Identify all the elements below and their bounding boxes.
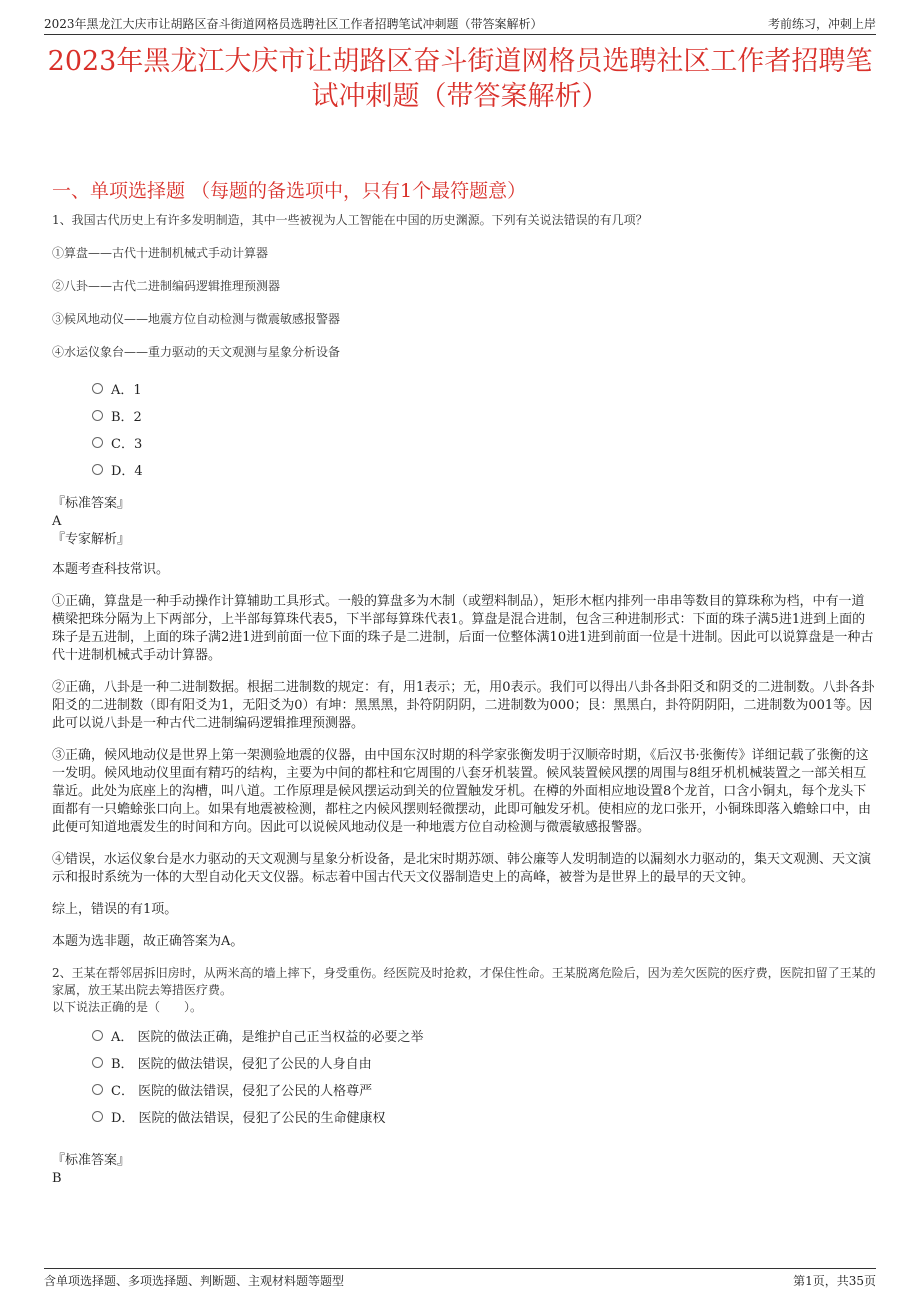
option-label: C． 医院的做法错误，侵犯了公民的人格尊严 (111, 1084, 373, 1099)
radio-icon[interactable] (92, 383, 103, 394)
analysis-paragraph: ①正确，算盘是一种手动操作计算辅助工具形式。一般的算盘多为木制（或塑料制品），矩形木框内排列一串串等数目的算珠称为档，中有一道横梁把珠分隔为上下两部分，上半部每算珠代表5，下半部每算珠代表1。算盘是混合进制，包含三种进制形式：下面的珠子满5进1进到上面的珠子是五进制，上面的珠子满2进1进到前面一位下面的珠子是二进制，后面一位整体满10进1进到前面一位是十进制。因此可以说算盘是一种古代十进制机械式手动计算器。 (52, 594, 874, 663)
question-1-options (92, 375, 876, 483)
question-1-item: ④水运仪象台——重力驱动的天文观测与星象分析设备 (52, 345, 341, 359)
analysis-paragraph: ④错误，水运仪象台是水力驱动的天文观测与星象分析设备，是北宋时期苏颂、韩公廉等人发明制造的以漏刻水力驱动的，集天文观测、天文演示和报时系统为一体的大型自动化天文仪器。标志着中国古代天文仪器制造史上的高峰，被誉为是世界上的最早的天文钟。 (52, 852, 872, 885)
option-c[interactable] (92, 1076, 876, 1103)
analysis-label: 『专家解析』 (52, 532, 131, 547)
radio-icon[interactable] (92, 410, 103, 421)
radio-icon[interactable] (92, 1084, 103, 1095)
option-label: A． 医院的做法正确，是维护自己正当权益的必要之举 (111, 1030, 424, 1045)
page-footer (44, 1268, 876, 1289)
option-a[interactable] (92, 375, 876, 402)
option-d[interactable] (92, 456, 876, 483)
page-number: 第1页，共35页 (793, 1274, 876, 1288)
radio-icon[interactable] (92, 1030, 103, 1041)
header-doc-title: 2023年黑龙江大庆市让胡路区奋斗街道网格员选聘社区工作者招聘笔试冲刺题（带答案解析） (44, 17, 543, 31)
header-slogan: 考前练习，冲刺上岸 (767, 17, 876, 31)
option-c[interactable] (92, 429, 876, 456)
option-b[interactable] (92, 1049, 876, 1076)
radio-icon[interactable] (92, 1057, 103, 1068)
question-2-stem: 2、王某在帮邻居拆旧房时，从两米高的墙上摔下，身受重伤。经医院及时抢救，才保住性命。王某脱离危险后，因为差欠医院的医疗费，医院扣留了王某的家属，放王某出院去筹措医疗费。 (52, 966, 876, 997)
answer-value: B (52, 1171, 62, 1186)
question-1-stem: 1、我国古代历史上有许多发明制造，其中一些被视为人工智能在中国的历史渊源。下列有关说法错误的有几项？ (52, 213, 648, 227)
page-header (44, 10, 876, 35)
answer-value: A (52, 514, 62, 529)
option-b[interactable] (92, 402, 876, 429)
analysis-paragraph: 本题为选非题，故正确答案为A。 (52, 934, 244, 949)
option-d[interactable] (92, 1103, 876, 1130)
option-label: D． 医院的做法错误，侵犯了公民的生命健康权 (111, 1111, 386, 1126)
option-label: B．2 (111, 410, 142, 425)
radio-icon[interactable] (92, 437, 103, 448)
option-a[interactable] (92, 1022, 876, 1049)
answer-label: 『标准答案』 (52, 1153, 131, 1168)
analysis-paragraph: 本题考查科技常识。 (52, 562, 170, 577)
question-2-options (92, 1022, 876, 1130)
document-title: 2023年黑龙江大庆市让胡路区奋斗街道网格员选聘社区工作者招聘笔试冲刺题（带答案解析） (47, 46, 873, 112)
question-1-item: ①算盘——古代十进制机械式手动计算器 (52, 246, 269, 260)
radio-icon[interactable] (92, 1111, 103, 1122)
content-area (52, 212, 876, 1188)
section-heading: 一、单项选择题 （每题的备选项中，只有1个最符题意） (52, 180, 527, 202)
question-1-item: ②八卦——古代二进制编码逻辑推理预测器 (52, 279, 281, 293)
option-label: D．4 (111, 464, 143, 479)
analysis-paragraph: ③正确，候风地动仪是世界上第一架测验地震的仪器，由中国东汉时期的科学家张衡发明于汉顺帝时期，《后汉书·张衡传》详细记载了张衡的这一发明。候风地动仪里面有精巧的结构，主要为中间的都柱和它周围的八套牙机装置。候风装置候风摆的周围与8组牙机机械装置之一部关相互靠近。此处为底座上的沟槽，叫八道。工作原理是候风摆运动到关的位置触发牙机。在樽的外面相应地设置8个龙首，口含小铜丸，每个龙头下面都有一只蟾蜍张口向上。如果有地震被检测，都柱之内候风摆则轻微摆动，此即可触发牙机。使相应的龙口张开，小铜珠即落入蟾蜍口中，由此便可知道地震发生的时间和方向。因此可以说候风地动仪是一种地震方位自动检测与微震敏感报警器。 (52, 748, 872, 835)
question-2-prompt: 以下说法正确的是（ ）。 (52, 1000, 203, 1014)
question-1-item: ③候风地动仪——地震方位自动检测与微震敏感报警器 (52, 312, 341, 326)
radio-icon[interactable] (92, 464, 103, 475)
analysis-paragraph: 综上，错误的有1项。 (52, 902, 178, 917)
answer-label: 『标准答案』 (52, 496, 131, 511)
option-label: B． 医院的做法错误，侵犯了公民的人身自由 (111, 1057, 372, 1072)
footer-question-types: 含单项选择题、多项选择题、判断题、主观材料题等题型 (44, 1274, 345, 1288)
option-label: A．1 (111, 383, 142, 398)
analysis-paragraph: ②正确，八卦是一种二进制数据。根据二进制数的规定：有，用1表示；无，用0表示。我们可以得出八卦各卦阳爻和阴爻的二进制数。八卦各卦阳爻的二进制数（即有阳爻为1，无阳爻为0）有坤：黑黑黑，卦符阴阴阴，二进制数为000；艮：黑黑白，卦符阴阴阳，二进制数为001等。因此可以说八卦是一种古代二进制编码逻辑推理预测器。 (52, 680, 875, 731)
option-label: C．3 (111, 437, 143, 452)
